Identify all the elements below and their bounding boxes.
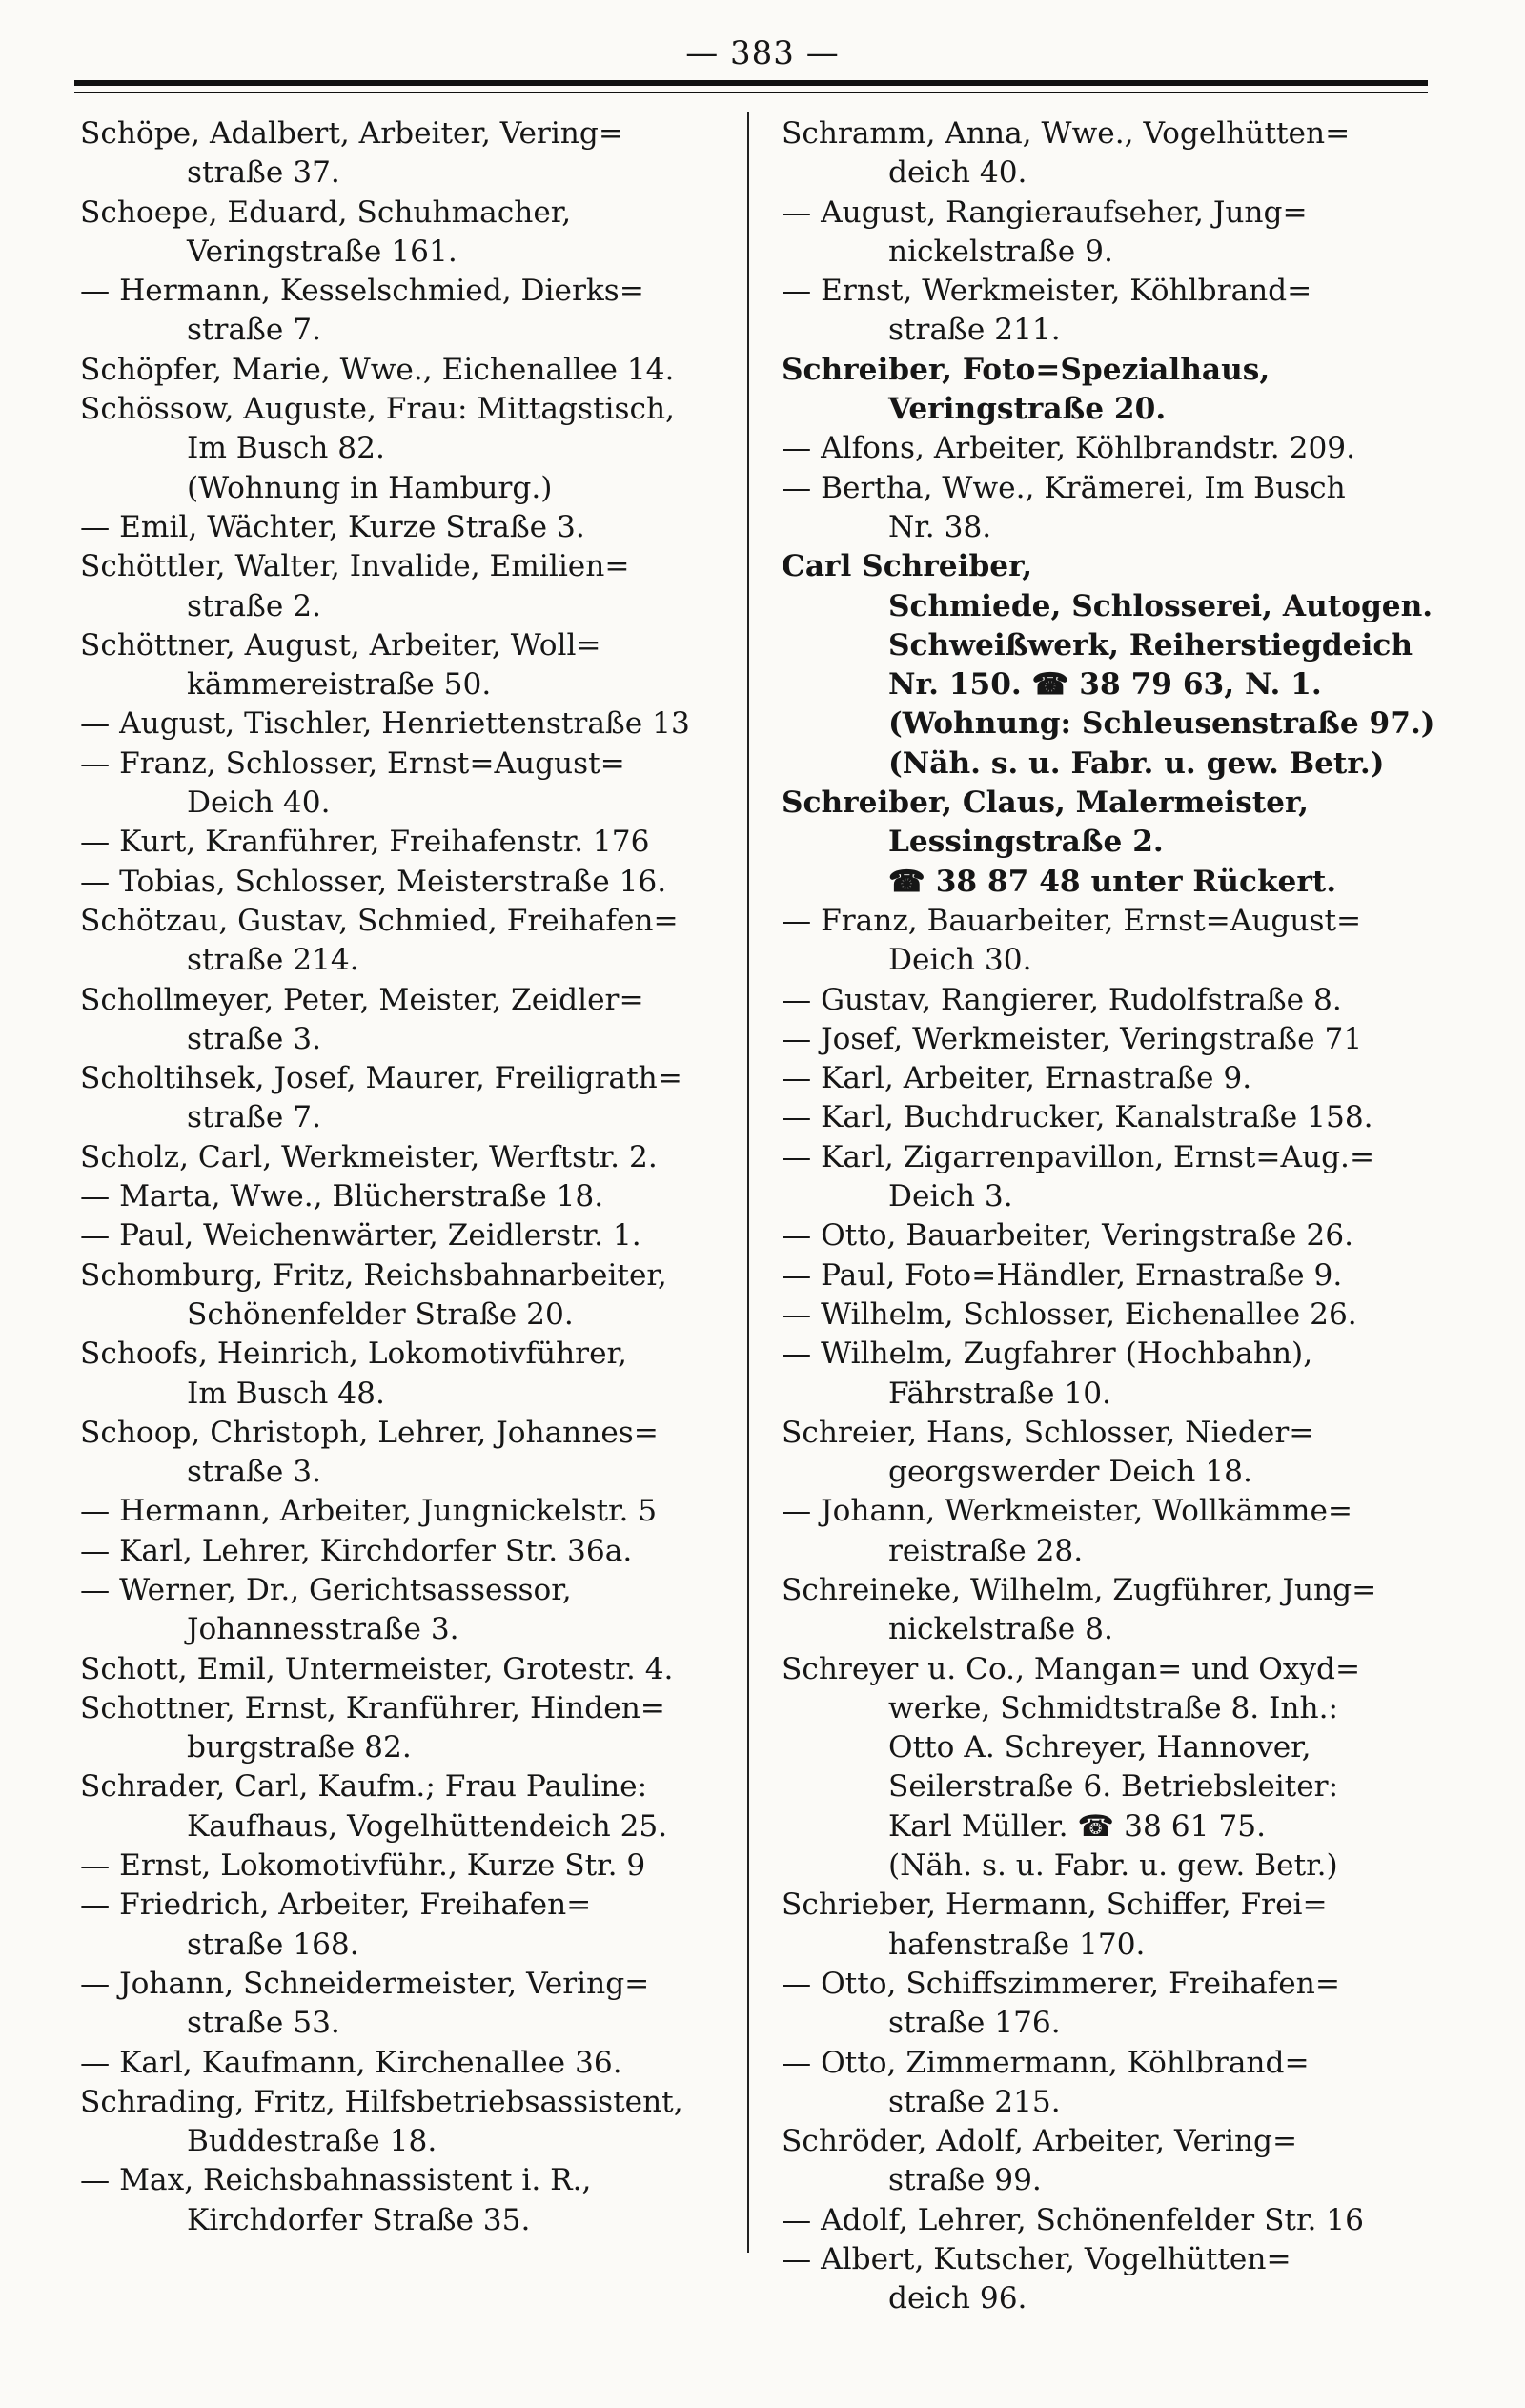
directory-entry bbox=[80, 114, 740, 194]
directory-entry bbox=[80, 2083, 740, 2162]
entry-continuation: Seilerstraße 6. Betriebsleiter: bbox=[888, 1769, 1339, 1805]
header-rule-thick bbox=[74, 80, 1428, 86]
directory-entry bbox=[782, 981, 1445, 1020]
entry-continuation: (Näh. s. u. Fabr. u. gew. Betr.) bbox=[888, 745, 1385, 781]
entry-continuation: straße 7. bbox=[187, 313, 321, 348]
directory-entry bbox=[80, 1138, 740, 1177]
entry-line: — Franz, Bauarbeiter, Ernst=August= bbox=[782, 903, 1362, 938]
entry-line: — Alfons, Arbeiter, Köhlbrandstr. 209. bbox=[782, 431, 1356, 466]
directory-entry bbox=[80, 1256, 740, 1336]
entry-continuation: deich 96. bbox=[888, 2281, 1027, 2316]
entry-line: Schomburg, Fritz, Reichsbahnarbeiter, bbox=[80, 1257, 667, 1293]
directory-entry bbox=[80, 902, 740, 981]
entry-line: Schöttler, Walter, Invalide, Emilien= bbox=[80, 549, 630, 584]
entry-line: — Ernst, Werkmeister, Köhlbrand= bbox=[782, 274, 1312, 309]
entry-continuation: straße 215. bbox=[888, 2084, 1061, 2119]
entry-line: — Hermann, Arbeiter, Jungnickelstr. 5 bbox=[80, 1494, 658, 1529]
entry-continuation: Schmiede, Schlosserei, Autogen. bbox=[888, 588, 1434, 623]
entry-line: Schramm, Anna, Wwe., Vogelhütten= bbox=[782, 116, 1351, 151]
entry-continuation: Fährstraße 10. bbox=[888, 1376, 1111, 1411]
entry-continuation: burgstraße 82. bbox=[187, 1730, 412, 1765]
entry-continuation: straße 2. bbox=[187, 588, 321, 623]
entry-line: Schoop, Christoph, Lehrer, Johannes= bbox=[80, 1415, 659, 1450]
entry-continuation: Deich 40. bbox=[187, 786, 331, 821]
entry-line: Schreier, Hans, Schlosser, Nieder= bbox=[782, 1415, 1314, 1450]
directory-entry bbox=[782, 1886, 1445, 1965]
entry-continuation: (Wohnung in Hamburg.) bbox=[187, 470, 553, 505]
entry-line: — Wilhelm, Schlosser, Eichenallee 26. bbox=[782, 1296, 1357, 1332]
directory-entry bbox=[782, 272, 1445, 351]
entry-line: Schötzau, Gustav, Schmied, Freihafen= bbox=[80, 903, 679, 938]
header-rule-thin bbox=[74, 92, 1428, 93]
entry-line: — Karl, Buchdrucker, Kanalstraße 158. bbox=[782, 1100, 1373, 1135]
entry-line: Schreiber, Claus, Malermeister, bbox=[782, 786, 1310, 821]
directory-entry bbox=[782, 1138, 1445, 1217]
directory-entry bbox=[782, 2122, 1445, 2201]
entry-continuation: Im Busch 48. bbox=[187, 1376, 385, 1411]
entry-continuation: Deich 3. bbox=[888, 1179, 1013, 1214]
directory-entry bbox=[782, 194, 1445, 273]
directory-entry bbox=[782, 1256, 1445, 1296]
entry-line: Schoofs, Heinrich, Lokomotivführer, bbox=[80, 1337, 627, 1372]
directory-entry bbox=[80, 272, 740, 351]
directory-entry bbox=[80, 1177, 740, 1216]
entry-continuation: Veringstraße 161. bbox=[187, 234, 458, 269]
entry-line: — Kurt, Kranführer, Freihafenstr. 176 bbox=[80, 825, 650, 860]
entry-line: Schott, Emil, Untermeister, Grotestr. 4. bbox=[80, 1651, 674, 1686]
directory-entry bbox=[782, 1571, 1445, 1650]
directory-entry bbox=[80, 1847, 740, 1886]
entry-continuation: Im Busch 82. bbox=[187, 431, 385, 466]
entry-continuation: Schönenfelder Straße 20. bbox=[187, 1296, 574, 1332]
directory-entry bbox=[782, 469, 1445, 548]
entry-line: Schrading, Fritz, Hilfsbetriebsassistent, bbox=[80, 2084, 683, 2119]
directory-entry bbox=[782, 1335, 1445, 1414]
directory-entry bbox=[80, 626, 740, 705]
entry-line: — Albert, Kutscher, Vogelhütten= bbox=[782, 2242, 1291, 2277]
entry-continuation: straße 53. bbox=[187, 2006, 340, 2041]
entry-line: — Paul, Weichenwärter, Zeidlerstr. 1. bbox=[80, 1218, 641, 1254]
entry-line: Schottner, Ernst, Kranführer, Hinden= bbox=[80, 1690, 665, 1725]
entry-continuation: straße 37. bbox=[187, 155, 340, 191]
entry-line: — Adolf, Lehrer, Schönenfelder Str. 16 bbox=[782, 2202, 1364, 2237]
entry-line: Schoepe, Eduard, Schuhmacher, bbox=[80, 194, 572, 230]
entry-continuation: Otto A. Schreyer, Hannover, bbox=[888, 1730, 1312, 1765]
entry-line: — Johann, Werkmeister, Wollkämme= bbox=[782, 1494, 1353, 1529]
entry-line: — Ernst, Lokomotivführ., Kurze Str. 9 bbox=[80, 1848, 646, 1884]
right-column bbox=[782, 114, 1445, 2319]
directory-entry bbox=[782, 1296, 1445, 1335]
entry-line: — Karl, Zigarrenpavillon, Ernst=Aug.= bbox=[782, 1139, 1375, 1174]
entry-continuation: ☎ 38 87 48 unter Rückert. bbox=[888, 864, 1337, 899]
entry-line: Schrieber, Hermann, Schiffer, Frei= bbox=[782, 1888, 1328, 1923]
entry-line: — Werner, Dr., Gerichtsassessor, bbox=[80, 1572, 572, 1607]
directory-entry bbox=[80, 351, 740, 390]
directory-entry bbox=[782, 1216, 1445, 1255]
directory-entry bbox=[80, 823, 740, 862]
directory-entry bbox=[782, 1414, 1445, 1493]
directory-entry bbox=[80, 1414, 740, 1493]
directory-entry bbox=[782, 429, 1445, 468]
directory-entry bbox=[80, 1689, 740, 1768]
entry-line: — Wilhelm, Zugfahrer (Hochbahn), bbox=[782, 1337, 1313, 1372]
entry-continuation: straße 7. bbox=[187, 1100, 321, 1135]
directory-entry bbox=[782, 1020, 1445, 1059]
entry-continuation: hafenstraße 170. bbox=[888, 1927, 1146, 1962]
entry-line: Schrader, Carl, Kaufm.; Frau Pauline: bbox=[80, 1769, 648, 1805]
directory-entry bbox=[80, 1886, 740, 1965]
entry-line: Scholtihsek, Josef, Maurer, Freiligrath= bbox=[80, 1061, 682, 1096]
directory-entry bbox=[80, 1216, 740, 1255]
left-column bbox=[80, 114, 740, 2240]
entry-line: Scholz, Carl, Werkmeister, Werftstr. 2. bbox=[80, 1139, 658, 1174]
directory-entry bbox=[782, 351, 1445, 430]
directory-entry bbox=[782, 1650, 1445, 1887]
entry-continuation: reistraße 28. bbox=[888, 1533, 1084, 1568]
directory-entry bbox=[782, 547, 1445, 784]
entry-continuation: Nr. 38. bbox=[888, 509, 992, 544]
directory-entry bbox=[80, 1965, 740, 2044]
directory-entry bbox=[80, 704, 740, 744]
entry-line: Schössow, Auguste, Frau: Mittagstisch, bbox=[80, 392, 675, 427]
entry-line: Schreiber, Foto=Spezialhaus, bbox=[782, 352, 1271, 387]
entry-line: Schöpe, Adalbert, Arbeiter, Vering= bbox=[80, 116, 623, 151]
entry-line: — Tobias, Schlosser, Meisterstraße 16. bbox=[80, 864, 667, 899]
directory-entry bbox=[80, 1532, 740, 1571]
directory-entry bbox=[782, 784, 1445, 902]
directory-entry bbox=[80, 1492, 740, 1531]
entry-line: — Franz, Schlosser, Ernst=August= bbox=[80, 745, 625, 781]
entry-continuation: Kaufhaus, Vogelhüttendeich 25. bbox=[187, 1808, 668, 1844]
entry-continuation: Nr. 150. ☎ 38 79 63, N. 1. bbox=[888, 667, 1322, 703]
entry-continuation: (Näh. s. u. Fabr. u. gew. Betr.) bbox=[888, 1848, 1338, 1884]
entry-continuation: Kirchdorfer Straße 35. bbox=[187, 2202, 531, 2237]
entry-continuation: nickelstraße 8. bbox=[888, 1612, 1113, 1647]
entry-line: Schollmeyer, Peter, Meister, Zeidler= bbox=[80, 982, 644, 1017]
entry-line: — Max, Reichsbahnassistent i. R., bbox=[80, 2163, 592, 2198]
entry-line: — Johann, Schneidermeister, Vering= bbox=[80, 1966, 650, 2001]
entry-line: — Otto, Zimmermann, Köhlbrand= bbox=[782, 2045, 1310, 2080]
entry-continuation: Karl Müller. ☎ 38 61 75. bbox=[888, 1808, 1266, 1844]
entry-continuation: georgswerder Deich 18. bbox=[888, 1455, 1252, 1490]
directory-entry bbox=[80, 1571, 740, 1650]
directory-entry bbox=[80, 745, 740, 824]
directory-entry bbox=[782, 1492, 1445, 1571]
directory-entry bbox=[80, 547, 740, 626]
entry-continuation: Schweißwerk, Reiherstiegdeich bbox=[888, 627, 1413, 663]
directory-entry bbox=[80, 1059, 740, 1138]
entry-continuation: nickelstraße 9. bbox=[888, 234, 1113, 269]
directory-entry bbox=[782, 2201, 1445, 2240]
entry-line: — Otto, Schiffszimmerer, Freihafen= bbox=[782, 1966, 1340, 2001]
directory-entry bbox=[80, 2044, 740, 2083]
entry-continuation: (Wohnung: Schleusenstraße 97.) bbox=[888, 706, 1435, 742]
entry-continuation: straße 214. bbox=[187, 943, 359, 978]
entry-line: Schreyer u. Co., Mangan= und Oxyd= bbox=[782, 1651, 1361, 1686]
entry-continuation: straße 3. bbox=[187, 1021, 321, 1056]
directory-entry bbox=[80, 981, 740, 1060]
entry-continuation: straße 176. bbox=[888, 2006, 1061, 2041]
directory-entry bbox=[80, 2161, 740, 2240]
entry-line: — Emil, Wächter, Kurze Straße 3. bbox=[80, 509, 585, 544]
entry-line: Schröder, Adolf, Arbeiter, Vering= bbox=[782, 2124, 1298, 2159]
entry-line: — Karl, Lehrer, Kirchdorfer Str. 36a. bbox=[80, 1533, 633, 1568]
directory-entry bbox=[782, 2240, 1445, 2319]
entry-continuation: straße 211. bbox=[888, 313, 1061, 348]
entry-continuation: Johannesstraße 3. bbox=[187, 1612, 459, 1647]
entry-continuation: straße 99. bbox=[888, 2163, 1042, 2198]
directory-entry bbox=[80, 194, 740, 273]
directory-entry bbox=[782, 1098, 1445, 1137]
entry-line: — August, Tischler, Henriettenstraße 13 bbox=[80, 706, 690, 742]
directory-entry bbox=[782, 2044, 1445, 2123]
directory-entry bbox=[80, 1335, 740, 1414]
entry-line: — Friedrich, Arbeiter, Freihafen= bbox=[80, 1888, 592, 1923]
entry-line: — Josef, Werkmeister, Veringstraße 71 bbox=[782, 1021, 1363, 1056]
entry-continuation: Veringstraße 20. bbox=[888, 392, 1167, 427]
entry-continuation: Lessingstraße 2. bbox=[888, 825, 1164, 860]
entry-line: — Paul, Foto=Händler, Ernastraße 9. bbox=[782, 1257, 1343, 1293]
entry-line: — Bertha, Wwe., Krämerei, Im Busch bbox=[782, 470, 1346, 505]
column-divider bbox=[747, 112, 749, 2253]
entry-line: Carl Schreiber, bbox=[782, 549, 1033, 584]
entry-line: — Karl, Kaufmann, Kirchenallee 36. bbox=[80, 2045, 622, 2080]
entry-line: — Hermann, Kesselschmied, Dierks= bbox=[80, 274, 644, 309]
page-number: — 383 — bbox=[685, 34, 840, 72]
entry-line: — Otto, Bauarbeiter, Veringstraße 26. bbox=[782, 1218, 1354, 1254]
directory-entry bbox=[782, 1059, 1445, 1098]
entry-continuation: straße 168. bbox=[187, 1927, 359, 1962]
entry-continuation: Deich 30. bbox=[888, 943, 1032, 978]
entry-continuation: straße 3. bbox=[187, 1455, 321, 1490]
entry-line: — Karl, Arbeiter, Ernastraße 9. bbox=[782, 1061, 1252, 1096]
directory-entry bbox=[80, 1650, 740, 1689]
entry-line: — Marta, Wwe., Blücherstraße 18. bbox=[80, 1179, 604, 1214]
directory-entry bbox=[782, 114, 1445, 194]
entry-continuation: kämmereistraße 50. bbox=[187, 667, 492, 703]
directory-entry bbox=[80, 1767, 740, 1847]
entry-line: Schöpfer, Marie, Wwe., Eichenallee 14. bbox=[80, 352, 675, 387]
directory-entry bbox=[80, 390, 740, 508]
entry-line: — August, Rangieraufseher, Jung= bbox=[782, 194, 1308, 230]
entry-continuation: werke, Schmidtstraße 8. Inh.: bbox=[888, 1690, 1339, 1725]
entry-line: Schöttner, August, Arbeiter, Woll= bbox=[80, 627, 601, 663]
directory-entry bbox=[782, 1965, 1445, 2044]
directory-entry bbox=[80, 863, 740, 902]
entry-line: Schreineke, Wilhelm, Zugführer, Jung= bbox=[782, 1572, 1377, 1607]
entry-line: — Gustav, Rangierer, Rudolfstraße 8. bbox=[782, 982, 1342, 1017]
directory-entry bbox=[80, 508, 740, 547]
entry-continuation: Buddestraße 18. bbox=[187, 2124, 437, 2159]
directory-entry bbox=[782, 902, 1445, 981]
entry-continuation: deich 40. bbox=[888, 155, 1027, 191]
